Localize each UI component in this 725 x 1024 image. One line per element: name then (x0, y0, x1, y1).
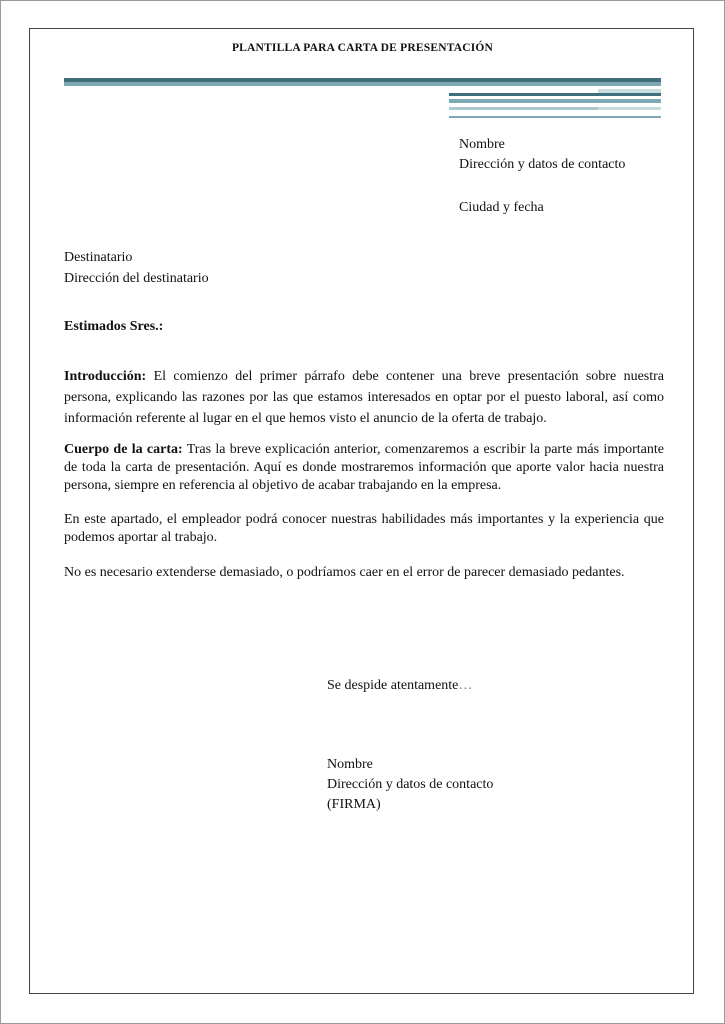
header-band-right-1 (449, 93, 661, 96)
body-text: Tras la breve explicación anterior, comenzaremos a escribir la parte más importante de toda la carta de presentación. Aquí es donde mostraremos información que aporte valor hacia nuestra persona, siempre en referencia al objetivo de acabar trabajando en la empresa. (64, 442, 664, 493)
sender-address: Dirección y datos de contacto (459, 157, 626, 172)
recipient-address: Dirección del destinatario (64, 271, 209, 286)
intro-paragraph (64, 366, 664, 429)
signature-label: (FIRMA) (327, 797, 381, 812)
section-paragraph: En este apartado, el empleador podrá conocer nuestras habilidades más importantes y la experiencia que podemos aportar al trabajo. (64, 512, 664, 545)
farewell-ellipsis: … (458, 678, 473, 693)
intro-label: Introducción: (64, 369, 147, 384)
farewell-text: Se despide atentamente (327, 678, 459, 693)
header-band-mid (64, 82, 661, 86)
body-paragraph (64, 441, 664, 495)
signature-name: Nombre (327, 757, 373, 772)
closing-note-paragraph: No es necesario extenderse demasiado, o podríamos caer en el error de parecer demasiado pedantes. (64, 565, 625, 580)
sender-city-date: Ciudad y fecha (459, 200, 544, 215)
document-title: PLANTILLA PARA CARTA DE PRESENTACIÓN (231, 42, 494, 54)
header-band-right-4 (449, 116, 661, 118)
farewell (327, 677, 472, 695)
header-band-right-3-pale (598, 107, 661, 110)
intro-text: El comienzo del primer párrafo debe contener una breve presentación sobre nuestra persona, explicando las razones por las que estamos interesados en optar por el puesto laboral, así como información referente al lugar en el que hemos visto el anuncio de la oferta de trabajo. (64, 369, 664, 426)
header-band-right-2 (449, 99, 661, 103)
signature-address: Dirección y datos de contacto (327, 777, 494, 792)
recipient-name: Destinatario (64, 250, 133, 265)
body-label: Cuerpo de la carta: (64, 442, 183, 457)
header-band-right-1-pale (598, 89, 661, 93)
greeting: Estimados Sres.: (64, 319, 164, 334)
sender-name: Nombre (459, 137, 505, 152)
